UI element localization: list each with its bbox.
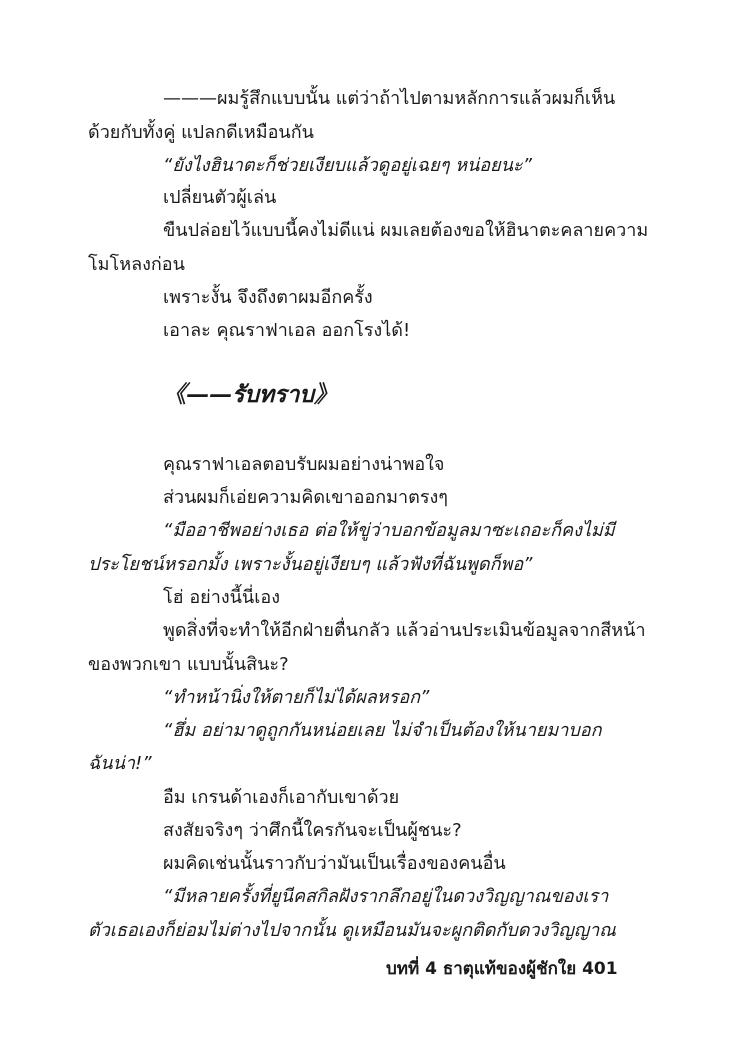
paragraph-line: เอาละ คุณราฟาเอล ออกโรงได้! <box>163 320 411 341</box>
paragraph-line: พูดสิ่งที่จะทำให้อีกฝ่ายตื่นกลัว แล้วอ่านประเมินข้อมูลจากสีหน้า <box>163 620 646 641</box>
paragraph-line: ผมคิดเช่นนั้นราวกับว่ามันเป็นเรื่องของคนอื่น <box>163 853 506 874</box>
paragraph-line: เพราะงั้น จึงถึงตาผมอีกครั้ง <box>163 287 373 308</box>
paragraph-line: อืม เกรนด้าเองก็เอากับเขาด้วย <box>163 787 400 808</box>
dialogue-line: ประโยชน์หรอกมั้ง เพราะงั้นอยู่เงียบๆ แล้วฟังที่ฉันพูดก็พอ” <box>88 554 533 575</box>
paragraph-line: ด้วยกับทั้งคู่ แปลกดีเหมือนกัน <box>88 122 314 143</box>
dialogue-line: ฉันน่า!” <box>88 753 152 774</box>
dialogue-line: “ยังไงฮินาตะก็ช่วยเงียบแล้วดูอยู่เฉยๆ หน่อยนะ” <box>163 155 532 176</box>
paragraph-line: ส่วนผมก็เอ่ยความคิดเขาออกมาตรงๆ <box>163 487 448 508</box>
paragraph-line: คุณราฟาเอลตอบรับผมอย่างน่าพอใจ <box>163 454 445 475</box>
dialogue-line: “มืออาชีพอย่างเธอ ต่อให้ขู่ว่าบอกข้อมูลมาซะเถอะก็คงไม่มี <box>163 520 615 541</box>
paragraph-line: ———ผมรู้สึกแบบนั้น แต่ว่าถ้าไปตามหลักการแล้วผมก็เห็น <box>163 88 616 109</box>
scene-heading: 《——รับทราบ》 <box>163 381 337 408</box>
dialogue-line: “ฮึ่ม อย่ามาดูถูกกันหน่อยเลย ไม่จำเป็นต้องให้นายมาบอก <box>163 720 602 741</box>
paragraph-line: ขืนปล่อยไว้แบบนี้คงไม่ดีแน่ ผมเลยต้องขอให้ฮินาตะคลายความ <box>163 220 649 241</box>
paragraph-line: ของพวกเขา แบบนั้นสินะ? <box>88 654 289 675</box>
dialogue-line: “ทำหน้านิ่งให้ตายก็ไม่ได้ผลหรอก” <box>163 687 430 708</box>
paragraph-line: เปลี่ยนตัวผู้เล่น <box>163 187 277 208</box>
paragraph-line: โมโหลงก่อน <box>88 254 185 275</box>
dialogue-line: “มีหลายครั้งที่ยูนีคสกิลฝังรากลึกอยู่ในดวงวิญญาณของเรา <box>163 886 609 907</box>
paragraph-line: โฮ่ อย่างนี้นี่เอง <box>163 587 280 608</box>
paragraph-line: สงสัยจริงๆ ว่าศึกนี้ใครกันจะเป็นผู้ชนะ? <box>163 820 462 841</box>
dialogue-line: ตัวเธอเองก็ย่อมไม่ต่างไปจากนั้น ดูเหมือนมันจะผูกติดกับดวงวิญญาณ <box>88 920 616 941</box>
page-footer: บทที่ 4 ธาตุแท้ของผู้ชักใย 401 <box>386 959 618 979</box>
